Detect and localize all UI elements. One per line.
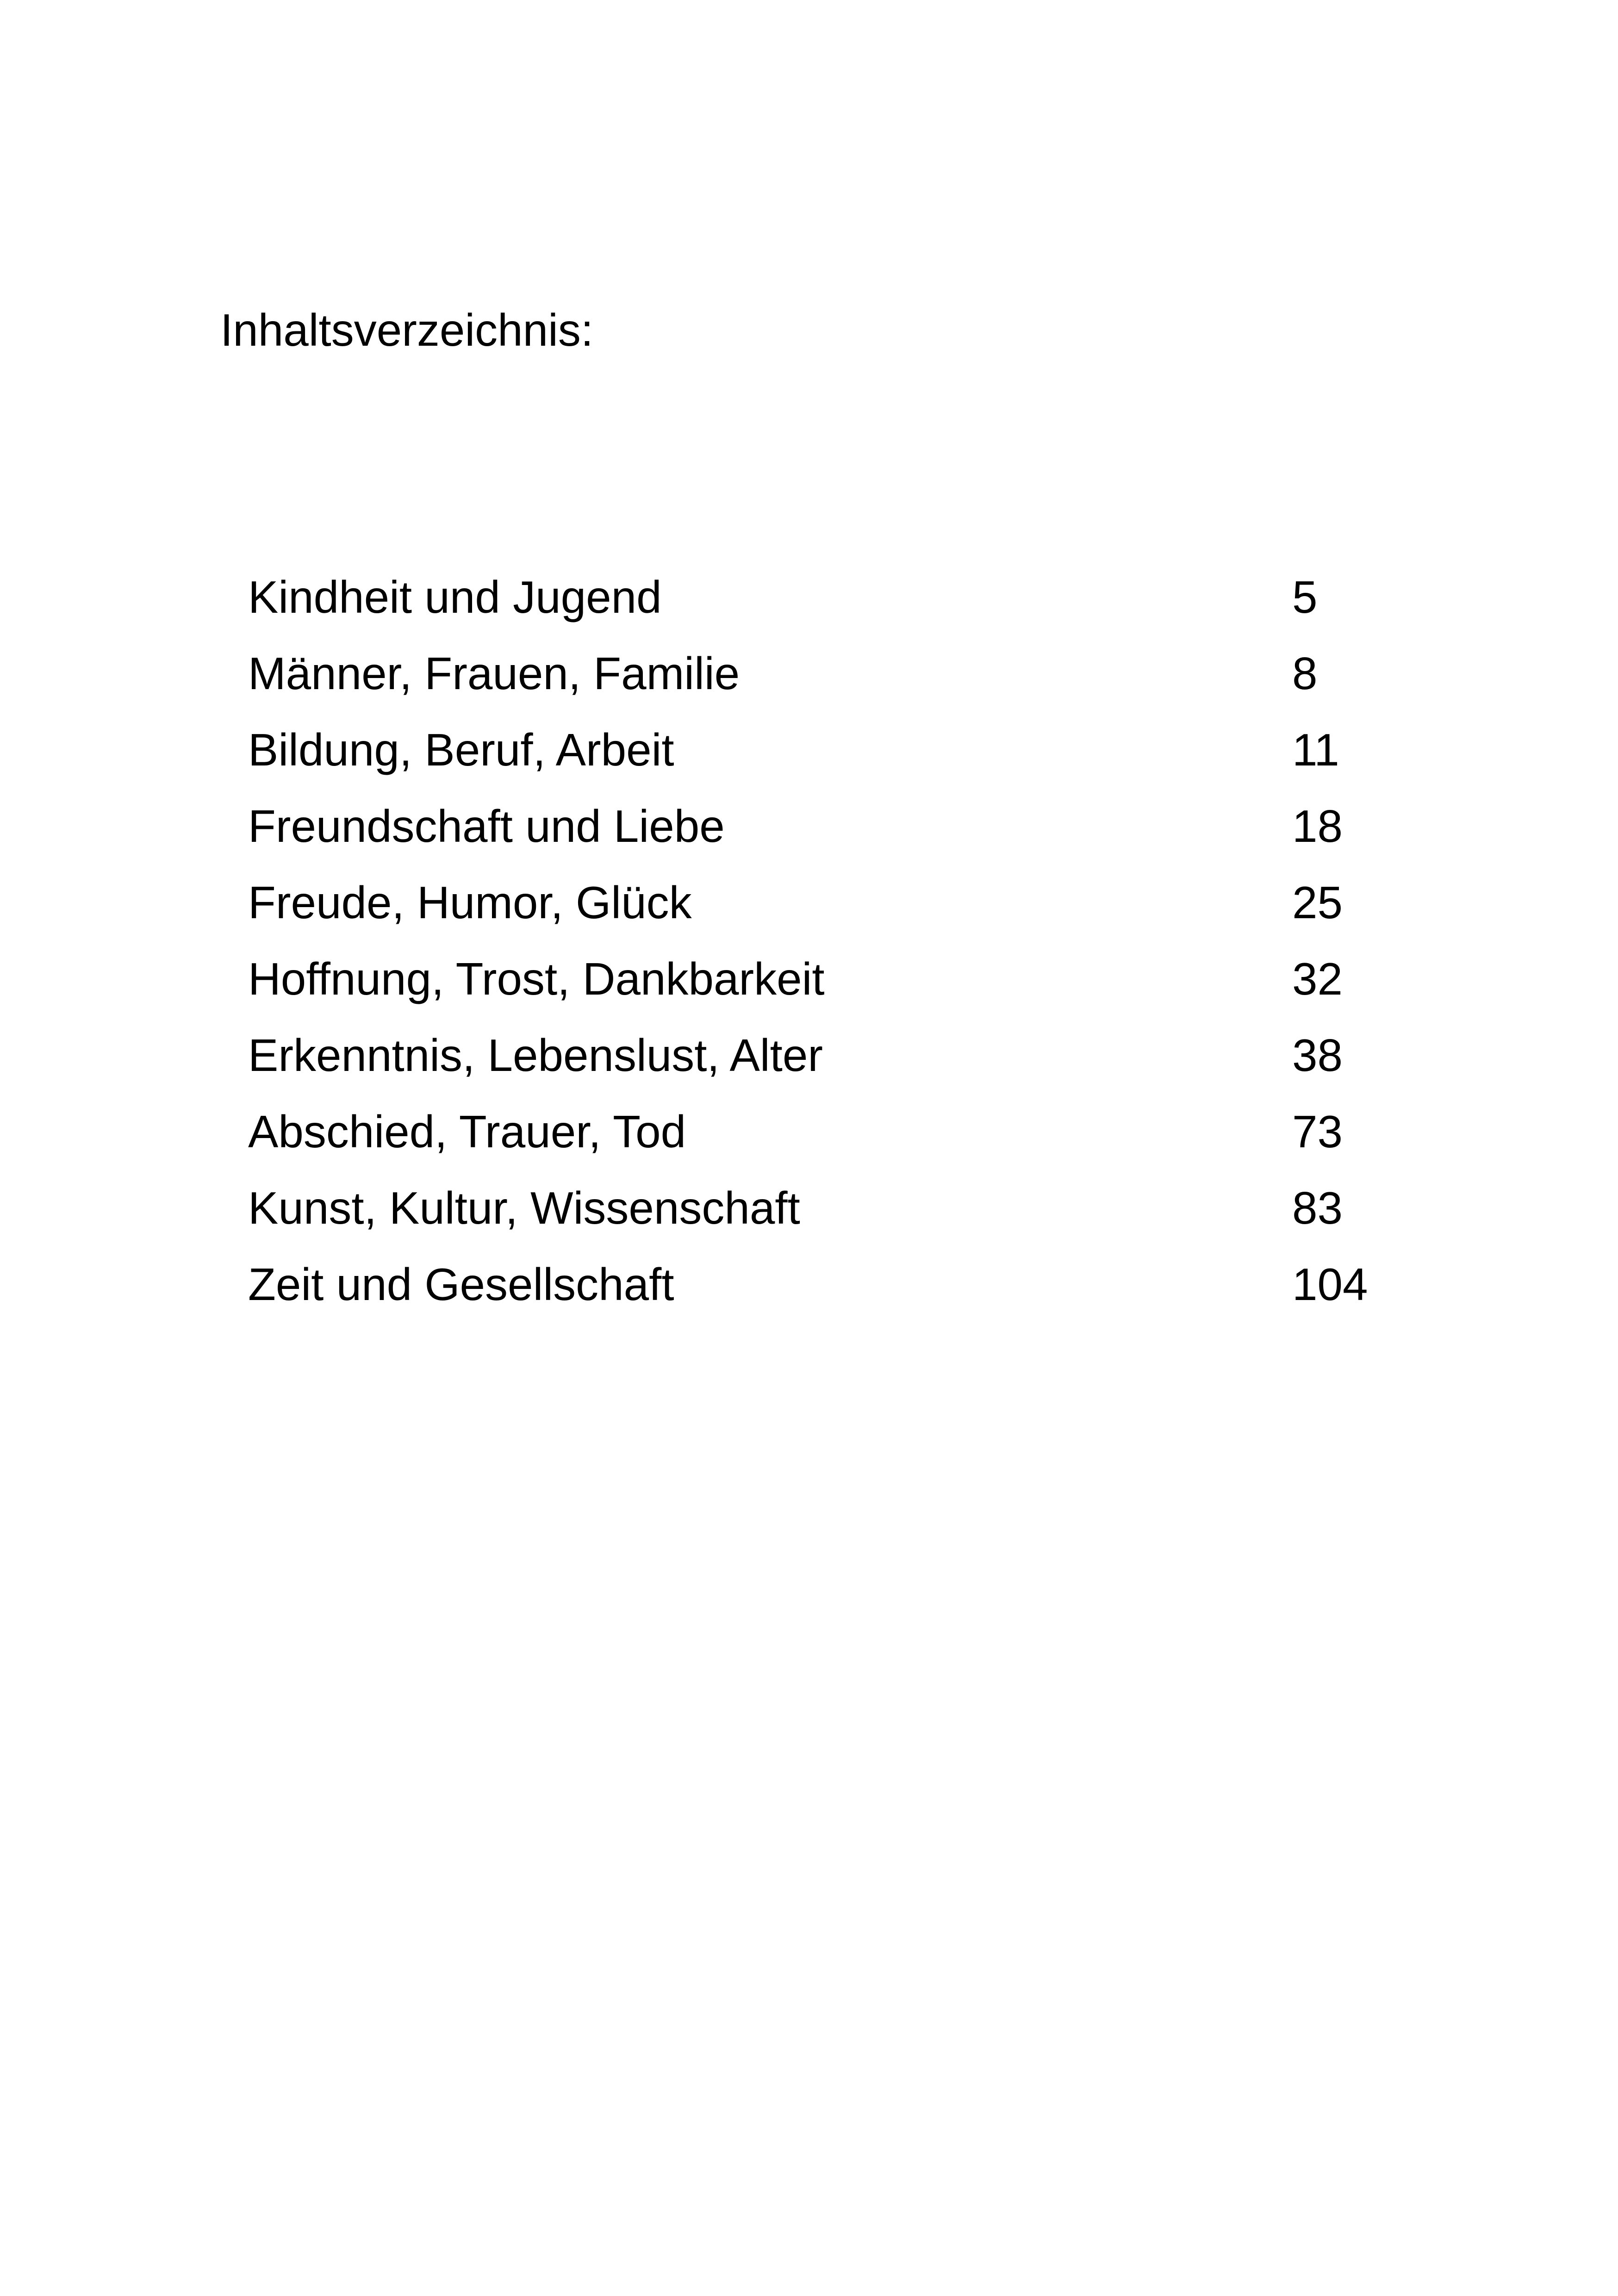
toc-entry (248, 647, 1405, 723)
toc-entry (248, 723, 1405, 799)
toc-entry (248, 876, 1405, 952)
toc-entry-page-number: 38 (1292, 1030, 1343, 1081)
toc-entry (248, 1105, 1405, 1181)
toc-entry-title: Freundschaft und Liebe (248, 801, 725, 852)
toc-entry-title: Freude, Humor, Glück (248, 877, 692, 928)
toc-entry-page-number: 25 (1292, 877, 1343, 928)
toc-entry-page-number: 32 (1292, 953, 1343, 1004)
toc-entry-page-number: 104 (1292, 1259, 1368, 1310)
toc-entry-title: Abschied, Trauer, Tod (248, 1106, 686, 1157)
toc-entry-title: Kunst, Kultur, Wissenschaft (248, 1182, 800, 1233)
toc-entry-title: Männer, Frauen, Familie (248, 648, 740, 699)
toc-entry (248, 1257, 1405, 1334)
toc-heading: Inhaltsverzeichnis: (220, 305, 594, 355)
toc-entry (248, 570, 1405, 647)
toc-list (248, 570, 1405, 1334)
toc-entry-page-number: 5 (1292, 572, 1318, 622)
toc-entry-page-number: 8 (1292, 648, 1318, 699)
toc-entry-page-number: 18 (1292, 801, 1343, 852)
toc-entry-page-number: 73 (1292, 1106, 1343, 1157)
toc-entry-title: Zeit und Gesellschaft (248, 1259, 674, 1310)
toc-entry-page-number: 11 (1292, 724, 1339, 775)
toc-entry (248, 799, 1405, 876)
toc-entry-title: Erkenntnis, Lebenslust, Alter (248, 1030, 823, 1081)
toc-entry (248, 1028, 1405, 1105)
toc-entry-title: Bildung, Beruf, Arbeit (248, 724, 674, 775)
toc-entry-title: Hoffnung, Trost, Dankbarkeit (248, 953, 825, 1004)
toc-entry-title: Kindheit und Jugend (248, 572, 662, 622)
toc-entry-page-number: 83 (1292, 1182, 1343, 1233)
toc-entry (248, 952, 1405, 1028)
toc-entry (248, 1181, 1405, 1257)
